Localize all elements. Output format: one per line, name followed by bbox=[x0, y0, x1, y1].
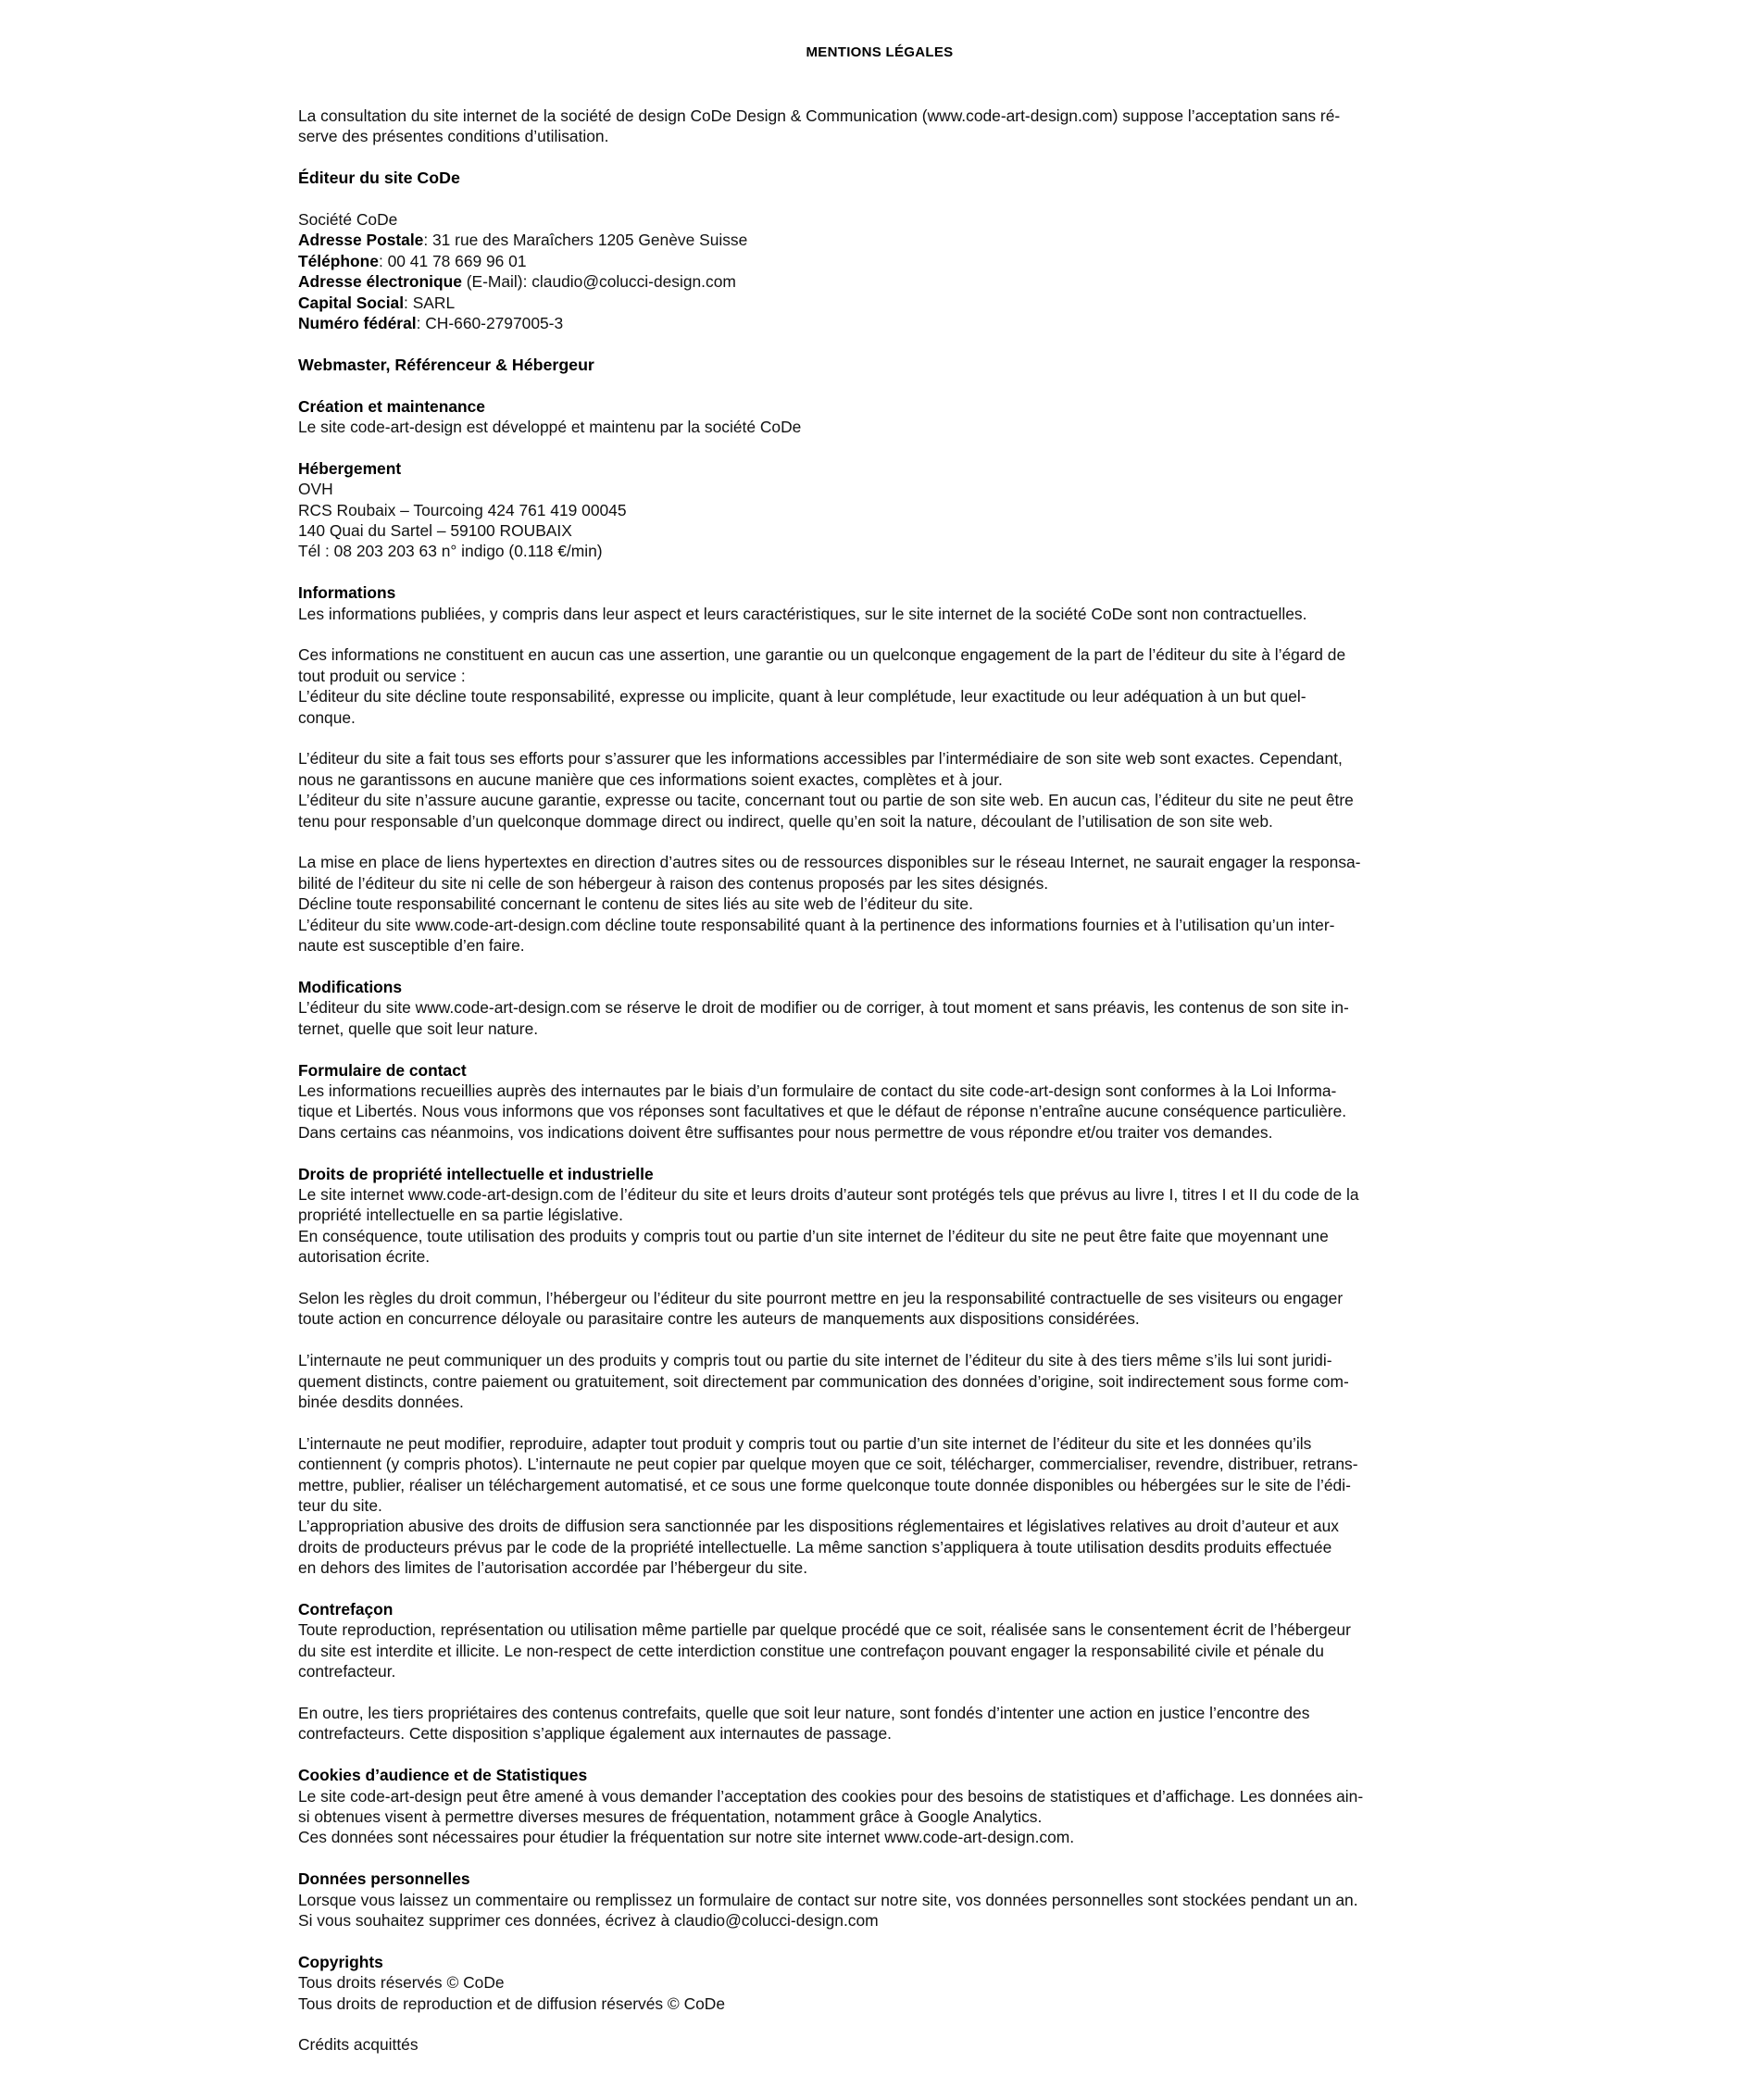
section-heading: Éditeur du site CoDe bbox=[298, 169, 460, 188]
info-field bbox=[298, 313, 1474, 333]
text-line: ternet, quelle que soit leur nature. bbox=[298, 1019, 539, 1038]
section-heading: Copyrights bbox=[298, 1952, 383, 1971]
field-value: : SARL bbox=[404, 293, 456, 312]
text-line: L’éditeur du site décline toute responsabilité, expresse ou implicite, quant à leur complétude, leur exactitude ou leur adéquation à un but quel- bbox=[298, 687, 1306, 706]
info-field bbox=[298, 293, 1474, 313]
editeur-heading-block bbox=[298, 168, 1474, 188]
text-line: en dehors des limites de l’autorisation accordée par l’hébergeur du site. bbox=[298, 1558, 808, 1578]
credits-text: Crédits acquittés bbox=[298, 2035, 419, 2055]
text-line: Selon les règles du droit commun, l’hébergeur ou l’éditeur du site pourront mettre en jeu la responsabilité contractuelle de ses visiteurs ou engager bbox=[298, 1288, 1344, 1307]
section-heading: Formulaire de contact bbox=[298, 1060, 467, 1080]
contrefacon-block-2 bbox=[298, 1703, 1474, 1744]
text-line: RCS Roubaix – Tourcoing 424 761 419 00045 bbox=[298, 500, 627, 519]
legal-content bbox=[298, 106, 1474, 2076]
informations-block-1 bbox=[298, 582, 1474, 624]
text-line: L’éditeur du site www.code-art-design.com se réserve le droit de modifier ou de corriger, à tout moment et sans préavis, les contenus de son site in- bbox=[298, 998, 1349, 1018]
text-line: Les informations recueillies auprès des internautes par le biais d’un formulaire de contact du site code-art-design sont conformes à la Loi Informa- bbox=[298, 1081, 1337, 1100]
text-line: OVH bbox=[298, 480, 333, 499]
text-line: Si vous souhaitez supprimer ces données, écrivez à claudio@colucci-design.com bbox=[298, 1911, 879, 1931]
text-line: La mise en place de liens hypertextes en direction d’autres sites ou de ressources disponibles sur le réseau Internet, ne saurait engager la responsa- bbox=[298, 853, 1361, 872]
informations-block-4 bbox=[298, 852, 1474, 956]
modifications-block bbox=[298, 977, 1474, 1039]
text-line: propriété intellectuelle en sa partie législative. bbox=[298, 1206, 623, 1225]
text-line: binée desdits données. bbox=[298, 1392, 464, 1411]
cookies-block bbox=[298, 1765, 1474, 1848]
text-line: Ces informations ne constituent en aucun cas une assertion, une garantie ou un quelconque engagement de la part de l’éditeur du site à l’égard de bbox=[298, 645, 1346, 665]
text-line: tique et Libertés. Nous vous informons que vos réponses sont facultatives et que le défaut de réponse n’entraîne aucune conséquence particulière. bbox=[298, 1102, 1347, 1121]
droits-block-4 bbox=[298, 1433, 1474, 1579]
text-line: toute action en concurrence déloyale ou parasitaire contre les auteurs de manquements aux dispositions considérées. bbox=[298, 1309, 1140, 1329]
contrefacon-block-1 bbox=[298, 1599, 1474, 1682]
text-line: conque. bbox=[298, 707, 356, 727]
field-label: Adresse Postale bbox=[298, 231, 424, 250]
text-line: teur du site. bbox=[298, 1495, 382, 1515]
informations-block-3 bbox=[298, 748, 1474, 831]
text-line: L’éditeur du site www.code-art-design.com décline toute responsabilité quant à la pertinence des informations fournies et à l’utilisation qu’un inter- bbox=[298, 915, 1335, 934]
text-line: L’éditeur du site n’assure aucune garantie, expresse ou tacite, concernant tout ou partie de son site web. En aucun cas, l’éditeur du site ne peut être bbox=[298, 791, 1354, 810]
section-heading: Modifications bbox=[298, 977, 403, 996]
field-label: Téléphone bbox=[298, 251, 379, 270]
text-line: En outre, les tiers propriétaires des contenus contrefaits, quelle que soit leur nature, sont fondés d’intenter une action en justice l’encontre des bbox=[298, 1704, 1310, 1723]
text-line: mettre, publier, réaliser un téléchargement automatisé, et ce sous une forme quelconque toute donnée disponibles ou hébergées sur le site de l’édi- bbox=[298, 1475, 1351, 1494]
text-line: Ces données sont nécessaires pour étudier la fréquentation sur notre site internet www.code-art-design.com. bbox=[298, 1828, 1075, 1847]
text-line: Dans certains cas néanmoins, vos indications doivent être suffisantes pour nous permettre de vous répondre et/ou traiter vos demandes. bbox=[298, 1122, 1273, 1142]
text-line: droits de producteurs prévus par le code de la propriété intellectuelle. La même sanction s’appliquera à toute utilisation desdits produits effectuée bbox=[298, 1537, 1332, 1556]
page-title: MENTIONS LÉGALES bbox=[806, 44, 954, 60]
section-heading: Données personnelles bbox=[298, 1869, 470, 1889]
editeur-details bbox=[298, 209, 1474, 333]
formulaire-block bbox=[298, 1060, 1474, 1144]
informations-block-2 bbox=[298, 644, 1474, 728]
field-value: : 31 rue des Maraîchers 1205 Genève Suisse bbox=[423, 231, 748, 250]
section-heading: Droits de propriété intellectuelle et industrielle bbox=[298, 1164, 654, 1183]
field-value: : 00 41 78 669 96 01 bbox=[378, 251, 527, 270]
intro-paragraph bbox=[298, 106, 1474, 147]
text-line: tout produit ou service : bbox=[298, 666, 466, 685]
info-field bbox=[298, 251, 1474, 271]
text-line: autorisation écrite. bbox=[298, 1247, 431, 1267]
text-line: quement distincts, contre paiement ou gratuitement, soit directement par communication des données d’origine, soit indirectement sous forme com- bbox=[298, 1371, 1349, 1391]
credits-block bbox=[298, 2034, 1474, 2055]
section-heading: Contrefaçon bbox=[298, 1600, 394, 1619]
donnees-block bbox=[298, 1869, 1474, 1931]
subsection-heading: Création et maintenance bbox=[298, 396, 485, 416]
text-line: Le site code-art-design est développé et maintenu par la société CoDe bbox=[298, 418, 802, 437]
text-line: du site est interdite et illicite. Le non-respect de cette interdiction constitue une contrefaçon pouvant engager la responsabilité civile et pénale du bbox=[298, 1641, 1324, 1660]
text-line: contrefacteurs. Cette disposition s’applique également aux internautes de passage. bbox=[298, 1724, 892, 1744]
section-heading: Cookies d’audience et de Statistiques bbox=[298, 1766, 588, 1785]
text-line: tenu pour responsable d’un quelconque dommage direct ou indirect, quelle qu’en soit la nature, découlant de l’utilisation de son site web. bbox=[298, 811, 1273, 831]
text-line: L’appropriation abusive des droits de diffusion sera sanctionnée par les dispositions réglementaires et législatives relatives au droit d’auteur et aux bbox=[298, 1517, 1339, 1536]
hosting-block bbox=[298, 458, 1474, 562]
text-line: serve des présentes conditions d’utilisation. bbox=[298, 127, 609, 146]
text-line: naute est susceptible d’en faire. bbox=[298, 936, 525, 956]
text-line: Décline toute responsabilité concernant le contenu de sites liés au site web de l’éditeur du site. bbox=[298, 894, 973, 914]
text-line: si obtenues visent à permettre diverses mesures de fréquentation, notamment grâce à Google Analytics. bbox=[298, 1807, 1043, 1827]
text-line: Tous droits de reproduction et de diffusion réservés © CoDe bbox=[298, 1994, 726, 2013]
webmaster-heading-block bbox=[298, 355, 1474, 375]
text-line: 140 Quai du Sartel – 59100 ROUBAIX bbox=[298, 521, 572, 541]
field-label: Capital Social bbox=[298, 293, 405, 312]
text-line: L’internaute ne peut communiquer un des produits y compris tout ou partie du site internet de l’éditeur du site à des tiers même s’ils lui sont juridi- bbox=[298, 1351, 1332, 1370]
field-value: : CH-660-2797005-3 bbox=[416, 314, 564, 333]
text-line: Le site code-art-design peut être amené à vous demander l’acceptation des cookies pour des besoins de statistiques et d’affichage. Les données ain- bbox=[298, 1786, 1364, 1806]
text-line: Toute reproduction, représentation ou utilisation même partielle par quelque procédé que ce soit, réalisée sans le consentement écrit de l’hébergeur bbox=[298, 1620, 1351, 1640]
text-line: En conséquence, toute utilisation des produits y compris tout ou partie d’un site internet de l’éditeur du site ne peut être faite que moyennant une bbox=[298, 1226, 1329, 1245]
info-field bbox=[298, 271, 1474, 292]
text-line: Les informations publiées, y compris dans leur aspect et leurs caractéristiques, sur le site internet de la société CoDe sont non contractuelles. bbox=[298, 604, 1307, 623]
text-line: nous ne garantissons en aucune manière que ces informations soient exactes, complètes et à jour. bbox=[298, 769, 1003, 789]
field-value: (E-Mail): claudio@colucci-design.com bbox=[461, 272, 736, 292]
droits-block-1 bbox=[298, 1164, 1474, 1268]
text-line: Lorsque vous laissez un commentaire ou remplissez un formulaire de contact sur notre site, vos données personnelles sont stockées pendant un an. bbox=[298, 1890, 1358, 1909]
text-line: Tous droits réservés © CoDe bbox=[298, 1973, 505, 1993]
section-heading: Webmaster, Référenceur & Hébergeur bbox=[298, 355, 594, 374]
text-line: contiennent (y compris photos). L’internaute ne peut copier par quelque moyen que ce soit, télécharger, commercialiser, revendre, distribuer, retrans- bbox=[298, 1455, 1358, 1474]
droits-block-3 bbox=[298, 1350, 1474, 1412]
subsection-heading: Hébergement bbox=[298, 458, 402, 478]
text-line: Le site internet www.code-art-design.com de l’éditeur du site et leurs droits d’auteur sont protégés tels que prévus au livre I, titres I et II du code de la bbox=[298, 1184, 1359, 1204]
text-line: L’éditeur du site a fait tous ses efforts pour s’assurer que les informations accessibles par l’intermédiaire de son site web sont exactes. Cependant, bbox=[298, 749, 1343, 769]
text-line: La consultation du site internet de la société de design CoDe Design & Communication (www.code-art-design.com) suppose l’acceptation sans ré- bbox=[298, 106, 1341, 125]
copyrights-block bbox=[298, 1952, 1474, 2014]
section-heading: Informations bbox=[298, 583, 396, 603]
company-name: Société CoDe bbox=[298, 210, 398, 229]
text-line: bilité de l’éditeur du site ni celle de son hébergeur à raison des contenus proposés par les sites désignés. bbox=[298, 873, 1049, 893]
text-line: contrefacteur. bbox=[298, 1662, 396, 1681]
text-line: Tél : 08 203 203 63 n° indigo (0.118 €/min) bbox=[298, 542, 603, 561]
info-field bbox=[298, 230, 1474, 250]
text-line: L’internaute ne peut modifier, reproduire, adapter tout produit y compris tout ou partie d’un site internet de l’éditeur du site et les données qu’ils bbox=[298, 1433, 1312, 1453]
field-label: Numéro fédéral bbox=[298, 314, 417, 333]
creation-block bbox=[298, 396, 1474, 438]
droits-block-2 bbox=[298, 1288, 1474, 1330]
field-label: Adresse électronique bbox=[298, 272, 462, 292]
